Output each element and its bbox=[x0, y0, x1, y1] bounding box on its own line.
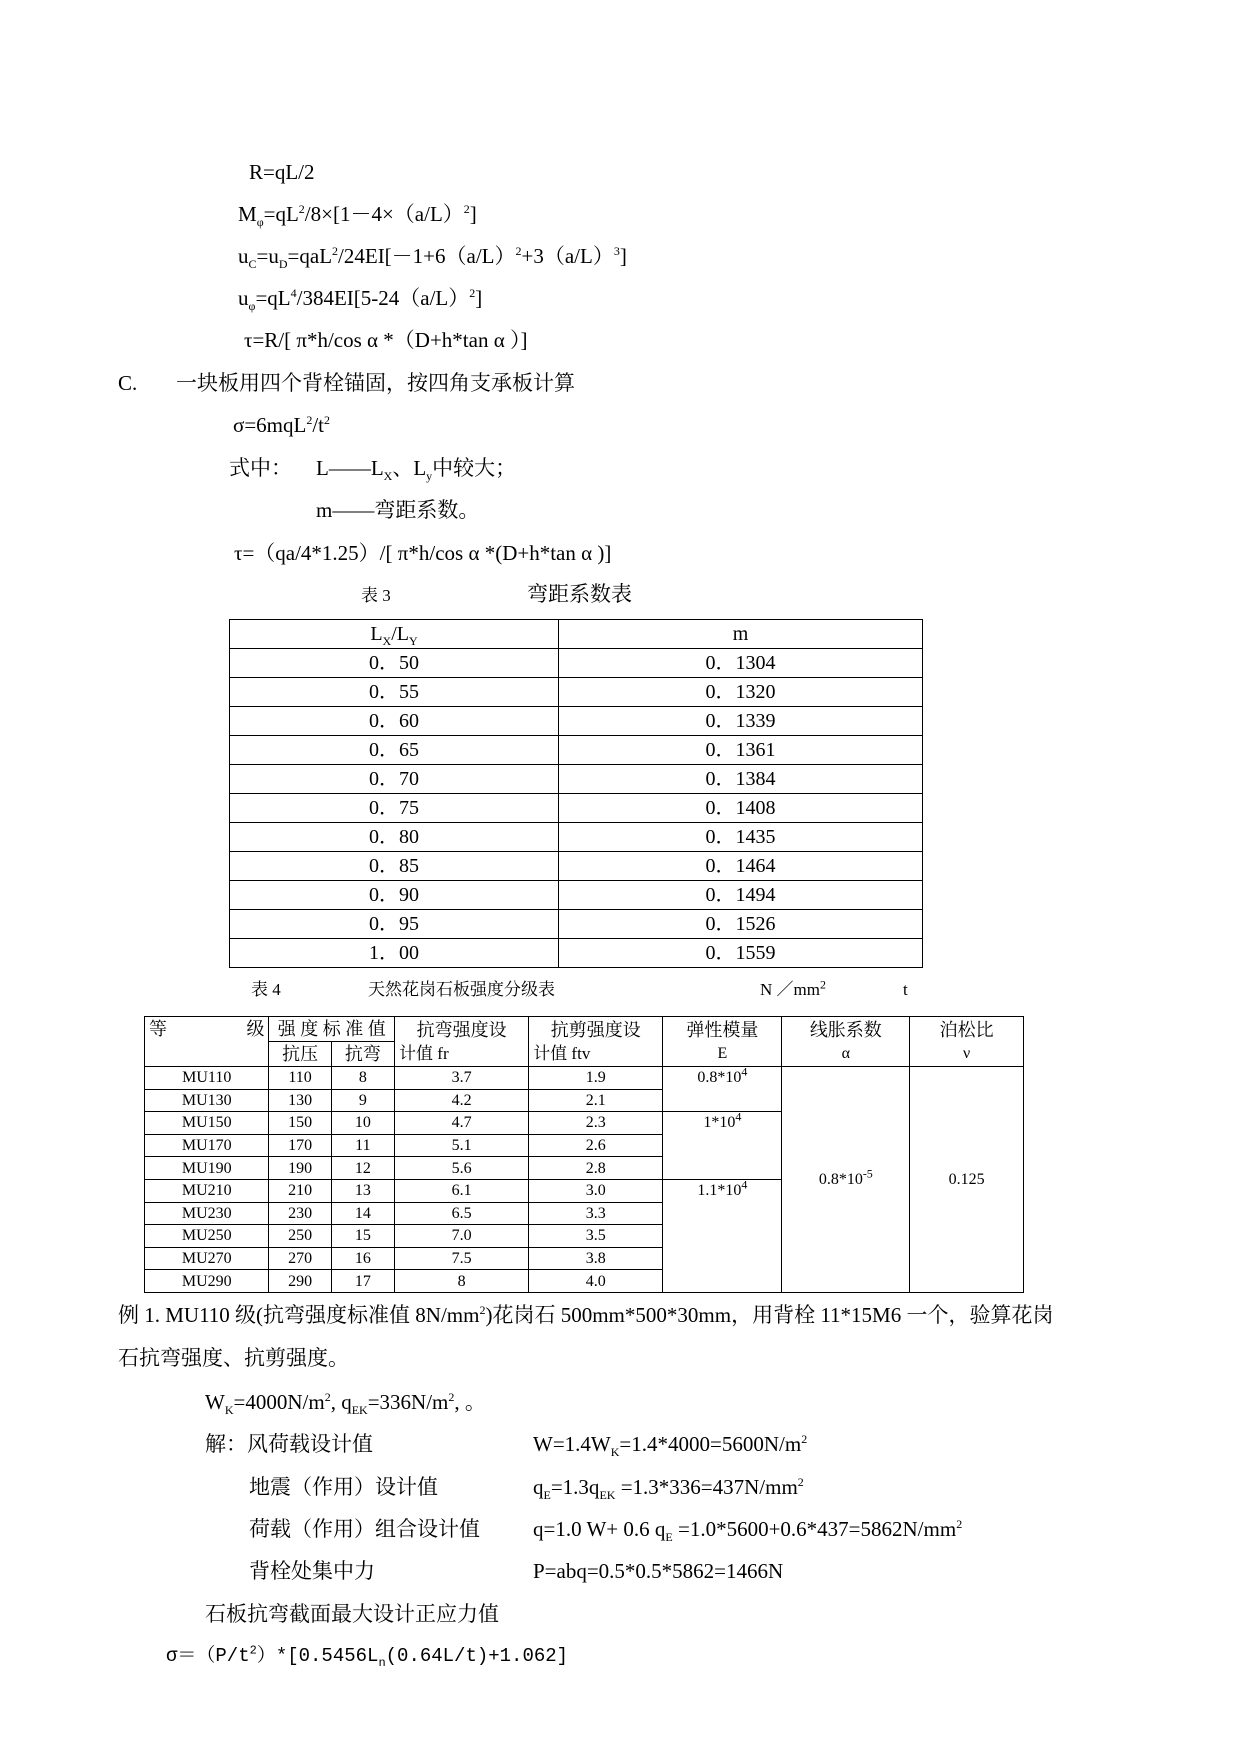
grade-cell: MU110 bbox=[145, 1067, 269, 1090]
coefficient-cell: 0．1408 bbox=[559, 794, 923, 823]
combo-label: 荷载（作用）组合设计值 bbox=[249, 1517, 480, 1541]
elastic-modulus-cell: $1.1*10^4$ bbox=[663, 1179, 782, 1292]
point-load-label: 背栓处集中力 bbox=[249, 1559, 375, 1583]
table-row bbox=[145, 1067, 1024, 1090]
grade-cell: MU190 bbox=[145, 1157, 269, 1180]
compress-cell: 150 bbox=[269, 1112, 331, 1135]
sigma-formula: $\sigma=(P/t^2)*[0.5456L_n(0.64L/t)+1.062]$ bbox=[166, 1643, 569, 1670]
example-line-1: 例 1. MU110 级(抗弯强度标准值 $8N/mm^2$)花岗石 500mm*500*30mm，用背栓 11*15M6 一个，验算花岗 bbox=[118, 1303, 1054, 1327]
formula-moment-center: $M_\varphi=qL^2/8\times[1-4\times(a/L)^2]$ bbox=[238, 202, 477, 230]
table3-title: 弯距系数表 bbox=[527, 582, 632, 606]
fr-cell: 6.5 bbox=[395, 1202, 529, 1225]
coefficient-cell: 0．1304 bbox=[559, 649, 923, 678]
ratio-cell: 0．60 bbox=[230, 707, 559, 736]
ftv-cell: 3.3 bbox=[529, 1202, 663, 1225]
point-load-calc: P=abq=0.5*0.5*5862=1466N bbox=[533, 1559, 784, 1583]
ratio-cell: 0．75 bbox=[230, 794, 559, 823]
table4-label: 表 4 bbox=[251, 980, 281, 999]
moment-coefficient-table bbox=[229, 619, 923, 968]
table-header-row bbox=[145, 1017, 1024, 1042]
coefficient-cell: 0．1361 bbox=[559, 736, 923, 765]
ratio-cell: 0．65 bbox=[230, 736, 559, 765]
ratio-cell: 0．95 bbox=[230, 910, 559, 939]
header-ftv: 抗剪强度设 计值 ftv bbox=[529, 1017, 663, 1067]
coefficient-cell: 0．1526 bbox=[559, 910, 923, 939]
coefficient-cell: 0．1435 bbox=[559, 823, 923, 852]
table4-unit-t: t bbox=[903, 980, 908, 999]
header-m: m bbox=[559, 620, 923, 649]
table-row bbox=[230, 765, 923, 794]
given-loads: $W_K=4000N/m^2$, $q_{EK}=336N/m^2$, 。 bbox=[205, 1390, 486, 1418]
formula-sigma: $\sigma=6mqL^2/t^2$ bbox=[233, 413, 330, 437]
ratio-cell: 0．70 bbox=[230, 765, 559, 794]
header-lx-ly: $L_X/L_Y$ bbox=[230, 620, 559, 649]
compress-cell: 270 bbox=[269, 1247, 331, 1270]
wind-calc: $W=1.4W_K=1.4*4000=5600N/m^2$ bbox=[533, 1432, 808, 1460]
header-press: 抗压 bbox=[269, 1042, 331, 1067]
quake-calc: $q_E=1.3q_{EK} =1.3*336=437N/mm^2$ bbox=[533, 1475, 804, 1503]
bend-cell: 14 bbox=[331, 1202, 394, 1225]
ftv-cell: 2.8 bbox=[529, 1157, 663, 1180]
fr-cell: 7.0 bbox=[395, 1225, 529, 1248]
table-row bbox=[230, 852, 923, 881]
ftv-cell: 2.6 bbox=[529, 1134, 663, 1157]
example-line-2: 石抗弯强度、抗剪强度。 bbox=[118, 1346, 349, 1370]
table-row bbox=[230, 736, 923, 765]
table-row bbox=[230, 823, 923, 852]
expansion-coefficient-cell: $0.8*10^{-5}$ bbox=[782, 1067, 910, 1293]
header-bend: 抗弯 bbox=[331, 1042, 394, 1067]
table-row bbox=[230, 678, 923, 707]
formula-deflection-center: $u_\varphi=qL^4/384EI[5-24(a/L)^2]$ bbox=[238, 286, 483, 314]
granite-strength-table bbox=[144, 1016, 1024, 1293]
header-fr: 抗弯强度设 计值 fr bbox=[395, 1017, 529, 1067]
compress-cell: 170 bbox=[269, 1134, 331, 1157]
fr-cell: 4.7 bbox=[395, 1112, 529, 1135]
table-row bbox=[230, 649, 923, 678]
fr-cell: 6.1 bbox=[395, 1179, 529, 1202]
ftv-cell: 2.3 bbox=[529, 1112, 663, 1135]
ftv-cell: 1.9 bbox=[529, 1067, 663, 1090]
compress-cell: 110 bbox=[269, 1067, 331, 1090]
coefficient-cell: 0．1494 bbox=[559, 881, 923, 910]
ratio-cell: 0．55 bbox=[230, 678, 559, 707]
compress-cell: 210 bbox=[269, 1179, 331, 1202]
fr-cell: 8 bbox=[395, 1270, 529, 1293]
solve-wind-label: 解：风荷载设计值 bbox=[205, 1432, 373, 1456]
header-elastic: 弹性模量 E bbox=[663, 1017, 782, 1067]
ftv-cell: 3.5 bbox=[529, 1225, 663, 1248]
poisson-ratio-cell: 0.125 bbox=[910, 1067, 1024, 1293]
fr-cell: 3.7 bbox=[395, 1067, 529, 1090]
section-c-text: 一块板用四个背栓锚固，按四角支承板计算 bbox=[176, 371, 575, 395]
header-expansion: 线胀系数 α bbox=[782, 1017, 910, 1067]
ratio-cell: 0．85 bbox=[230, 852, 559, 881]
compress-cell: 130 bbox=[269, 1089, 331, 1112]
sigma-label: 石板抗弯截面最大设计正应力值 bbox=[205, 1602, 499, 1626]
fr-cell: 5.6 bbox=[395, 1157, 529, 1180]
table4-title: 天然花岗石板强度分级表 bbox=[368, 980, 555, 999]
ratio-cell: 0．80 bbox=[230, 823, 559, 852]
ftv-cell: 3.0 bbox=[529, 1179, 663, 1202]
table4-unit: N $/mm^2$ bbox=[760, 977, 826, 999]
fr-cell: 7.5 bbox=[395, 1247, 529, 1270]
table-row bbox=[230, 794, 923, 823]
quake-label: 地震（作用）设计值 bbox=[249, 1475, 438, 1499]
compress-cell: 250 bbox=[269, 1225, 331, 1248]
bend-cell: 13 bbox=[331, 1179, 394, 1202]
bend-cell: 10 bbox=[331, 1112, 394, 1135]
table-row bbox=[230, 881, 923, 910]
fr-cell: 4.2 bbox=[395, 1089, 529, 1112]
bend-cell: 15 bbox=[331, 1225, 394, 1248]
formula-shear: τ=R/[ π*h/cos α *（D+h*tan α ）] bbox=[244, 328, 528, 352]
compress-cell: 230 bbox=[269, 1202, 331, 1225]
table3-label: 表 3 bbox=[361, 586, 391, 605]
grade-cell: MU270 bbox=[145, 1247, 269, 1270]
coefficient-cell: 0．1464 bbox=[559, 852, 923, 881]
formula-reaction: R=qL/2 bbox=[249, 160, 315, 184]
ratio-cell: 1．00 bbox=[230, 939, 559, 968]
table-row bbox=[230, 707, 923, 736]
table-row bbox=[230, 939, 923, 968]
coefficient-cell: 0．1320 bbox=[559, 678, 923, 707]
compress-cell: 190 bbox=[269, 1157, 331, 1180]
header-grade: 等 级 bbox=[145, 1017, 269, 1067]
grade-cell: MU210 bbox=[145, 1179, 269, 1202]
table-row bbox=[230, 910, 923, 939]
coefficient-cell: 0．1559 bbox=[559, 939, 923, 968]
bend-cell: 16 bbox=[331, 1247, 394, 1270]
ftv-cell: 2.1 bbox=[529, 1089, 663, 1112]
bend-cell: 9 bbox=[331, 1089, 394, 1112]
ftv-cell: 3.8 bbox=[529, 1247, 663, 1270]
formula-deflection-cd: $u_C=u_D=qaL^2/24EI[-1+6(a/L)^2+3(a/L)^3]$ bbox=[238, 244, 627, 272]
grade-cell: MU290 bbox=[145, 1270, 269, 1293]
ratio-cell: 0．50 bbox=[230, 649, 559, 678]
where-m: m——弯距系数。 bbox=[316, 498, 480, 522]
bend-cell: 11 bbox=[331, 1134, 394, 1157]
formula-shear-4: τ=（qa/4*1.25）/[ π*h/cos α *(D+h*tan α )] bbox=[234, 541, 612, 565]
grade-cell: MU130 bbox=[145, 1089, 269, 1112]
grade-cell: MU230 bbox=[145, 1202, 269, 1225]
fr-cell: 5.1 bbox=[395, 1134, 529, 1157]
combo-calc: q=1.0 W+ 0.6 $q_E =1.0*5600+0.6*437=5862N/mm^2$ bbox=[533, 1517, 963, 1545]
bend-cell: 17 bbox=[331, 1270, 394, 1293]
grade-cell: MU150 bbox=[145, 1112, 269, 1135]
header-standard: 强 度 标 准 值 bbox=[269, 1017, 395, 1042]
coefficient-cell: 0．1339 bbox=[559, 707, 923, 736]
elastic-modulus-cell: $0.8*10^4$ bbox=[663, 1067, 782, 1112]
compress-cell: 290 bbox=[269, 1270, 331, 1293]
elastic-modulus-cell: $1*10^4$ bbox=[663, 1112, 782, 1180]
grade-cell: MU250 bbox=[145, 1225, 269, 1248]
header-poisson: 泊松比 ν bbox=[910, 1017, 1024, 1067]
grade-cell: MU170 bbox=[145, 1134, 269, 1157]
where-l: $L——L_X$、$L_y$中较大； bbox=[316, 456, 517, 484]
ftv-cell: 4.0 bbox=[529, 1270, 663, 1293]
table-header-row bbox=[230, 620, 923, 649]
bend-cell: 8 bbox=[331, 1067, 394, 1090]
coefficient-cell: 0．1384 bbox=[559, 765, 923, 794]
where-label: 式中： bbox=[229, 456, 292, 480]
bend-cell: 12 bbox=[331, 1157, 394, 1180]
ratio-cell: 0．90 bbox=[230, 881, 559, 910]
section-c-label: C. bbox=[118, 371, 138, 395]
